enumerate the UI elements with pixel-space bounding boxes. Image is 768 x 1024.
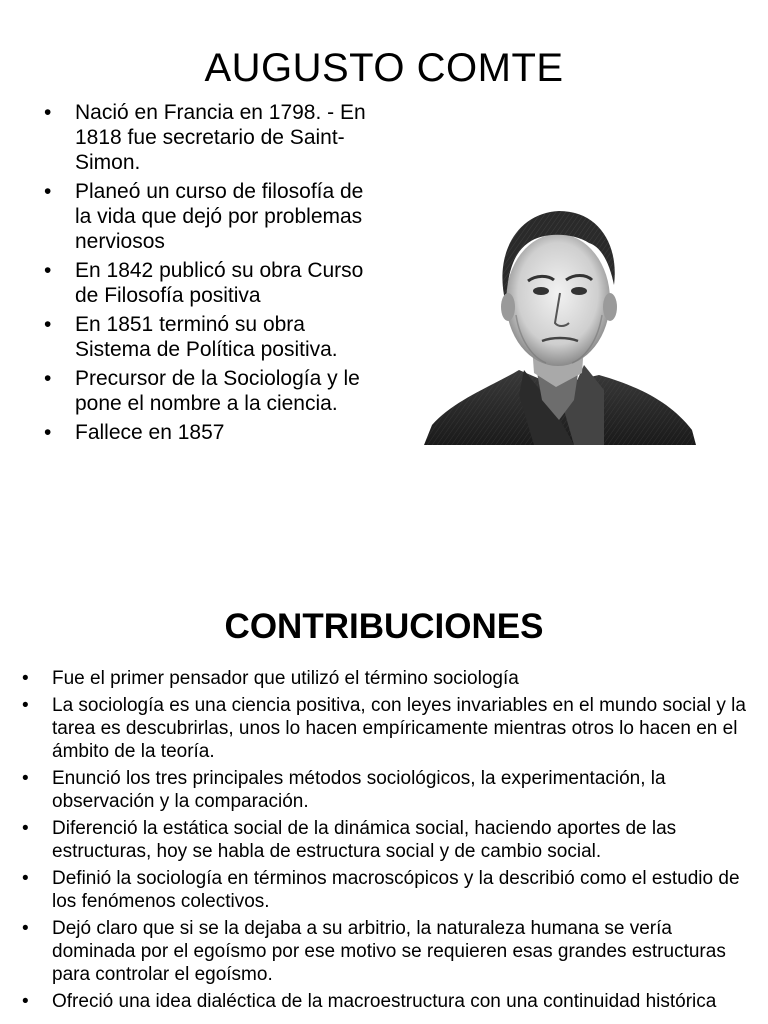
bullet-icon: • — [44, 259, 52, 282]
bullet-icon: • — [22, 768, 29, 789]
list-item — [22, 867, 746, 913]
list-item — [44, 100, 374, 175]
list-item-text: Ofreció una idea dialéctica de la macroestructura con una continuidad histórica — [52, 991, 717, 1012]
biography-list — [44, 100, 374, 449]
bullet-icon: • — [44, 367, 52, 390]
list-item-text: La sociología es una ciencia positiva, con leyes invariables en el mundo social y la tarea es descubrirlas, unos lo hacen empíricamente mientras otros lo hacen en el ámbito de la teoría. — [52, 695, 746, 762]
list-item — [22, 667, 746, 690]
list-item-text: En 1842 publicó su obra Curso de Filosofía positiva — [75, 259, 364, 307]
bullet-icon: • — [22, 918, 29, 939]
bullet-icon: • — [22, 668, 29, 689]
portrait-icon — [424, 205, 696, 445]
portrait-image — [424, 205, 696, 445]
bullet-icon: • — [44, 421, 52, 444]
list-item — [44, 258, 374, 308]
list-item-text: Diferenció la estática social de la dinámica social, haciendo aportes de las estructuras, hoy se habla de estructura social y de cambio social. — [52, 818, 677, 862]
list-item-text: Planeó un curso de filosofía de la vida que dejó por problemas nerviosos — [75, 180, 364, 253]
slide-title: AUGUSTO COMTE — [204, 46, 564, 90]
bullet-icon: • — [22, 695, 29, 716]
list-item — [22, 817, 746, 863]
list-item — [44, 312, 374, 362]
list-item-text: Dejó claro que si se la dejaba a su arbitrio, la naturaleza humana se vería dominada por el egoísmo por ese motivo se requieren esas grandes estructuras para controlar el egoísmo. — [52, 918, 726, 985]
list-item-text: Definió la sociología en términos macroscópicos y la describió como el estudio de los fenómenos colectivos. — [52, 868, 740, 912]
bullet-icon: • — [44, 313, 52, 336]
list-item — [44, 366, 374, 416]
list-item — [22, 694, 746, 763]
list-item-text: Fallece en 1857 — [75, 421, 225, 444]
bullet-icon: • — [22, 868, 29, 889]
slide-title: CONTRIBUCIONES — [224, 607, 544, 646]
slide-contribuciones — [0, 512, 768, 1024]
list-item-text: Precursor de la Sociología y le pone el nombre a la ciencia. — [75, 367, 360, 415]
bullet-icon: • — [44, 101, 52, 124]
bullet-icon: • — [44, 180, 52, 203]
list-item-text: Enunció los tres principales métodos sociológicos, la experimentación, la observación y la comparación. — [52, 768, 666, 812]
list-item-text: En 1851 terminó su obra Sistema de Política positiva. — [75, 313, 338, 361]
list-item-text: Nació en Francia en 1798. - En 1818 fue secretario de Saint-Simon. — [75, 101, 366, 174]
contributions-list — [22, 667, 746, 1017]
list-item — [44, 179, 374, 254]
list-item-text: Fue el primer pensador que utilizó el término sociología — [52, 668, 519, 689]
bullet-icon: • — [22, 818, 29, 839]
list-item — [44, 420, 374, 445]
list-item — [22, 990, 746, 1013]
list-item — [22, 917, 746, 986]
bullet-icon: • — [22, 991, 29, 1012]
list-item — [22, 767, 746, 813]
